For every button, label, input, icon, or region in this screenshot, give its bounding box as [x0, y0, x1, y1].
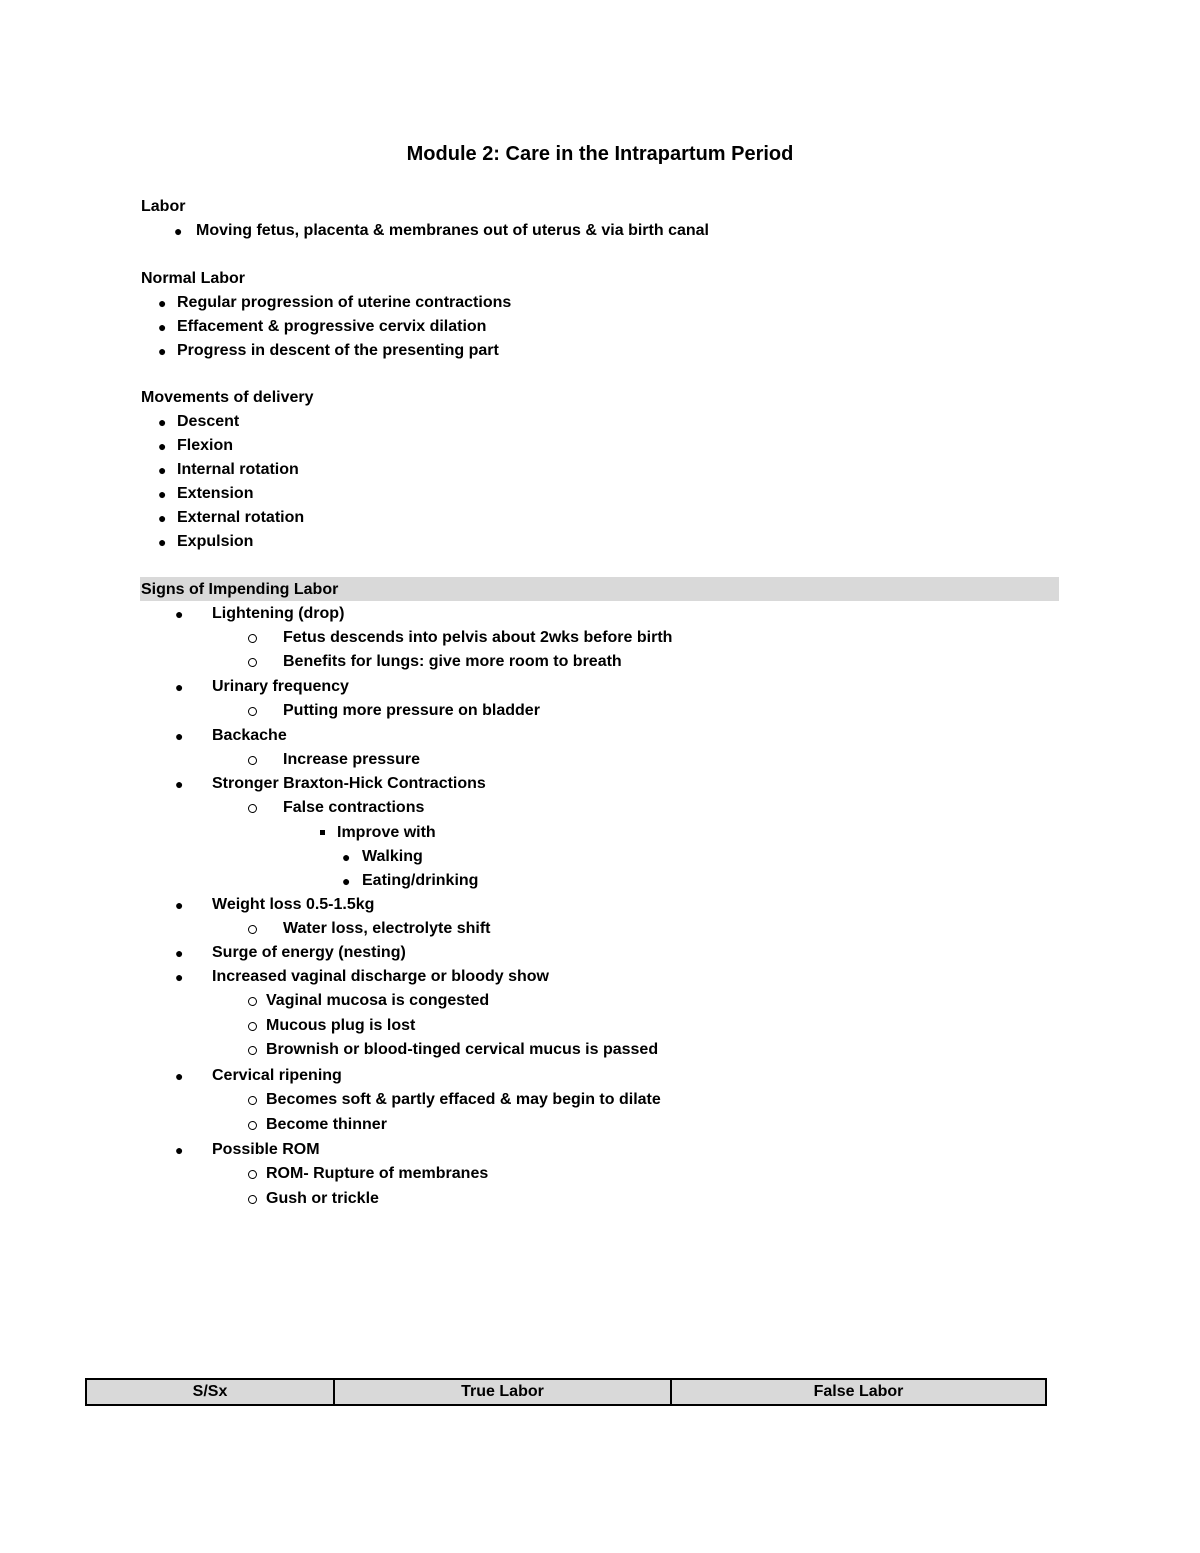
list-item: Eating/drinking	[362, 872, 479, 889]
list-item: Backache	[212, 727, 287, 744]
circle-bullet-icon	[248, 804, 257, 813]
list-item: Descent	[177, 413, 240, 430]
list-item: Brownish or blood-tinged cervical mucus is passed	[266, 1041, 659, 1058]
circle-bullet-icon	[248, 1046, 257, 1055]
list-item: ROM- Rupture of membranes	[266, 1165, 489, 1182]
list-item: Fetus descends into pelvis about 2wks before birth	[283, 629, 673, 646]
bullet-icon: ●	[175, 945, 184, 961]
list-item: Increased vaginal discharge or bloody show	[212, 968, 549, 985]
bullet-icon: ●	[175, 1068, 184, 1084]
bullet-icon: ●	[175, 969, 184, 985]
section-heading-movements: Movements of delivery	[141, 389, 314, 406]
bullet-icon: ●	[158, 534, 167, 550]
bullet-icon: ●	[158, 295, 167, 311]
list-item: Vaginal mucosa is congested	[266, 992, 490, 1009]
circle-bullet-icon	[248, 997, 257, 1006]
list-item: Become thinner	[266, 1116, 387, 1133]
section-heading-normal-labor: Normal Labor	[141, 270, 246, 287]
circle-bullet-icon	[248, 1096, 257, 1105]
bullet-icon: ●	[158, 343, 167, 359]
bullet-icon: ●	[158, 486, 167, 502]
bullet-icon: ●	[175, 606, 184, 622]
list-item: Increase pressure	[283, 751, 420, 768]
table-header-false-labor: False Labor	[671, 1379, 1046, 1405]
circle-bullet-icon	[248, 1121, 257, 1130]
list-item: Possible ROM	[212, 1141, 320, 1158]
section-heading-labor: Labor	[141, 198, 186, 215]
list-item: Lightening (drop)	[212, 605, 345, 622]
bullet-icon: ●	[175, 776, 184, 792]
bullet-icon: ●	[175, 1142, 184, 1158]
circle-bullet-icon	[248, 634, 257, 643]
bullet-icon: ●	[174, 223, 183, 239]
list-item: Putting more pressure on bladder	[283, 702, 540, 719]
circle-bullet-icon	[248, 1022, 257, 1031]
circle-bullet-icon	[248, 658, 257, 667]
list-item: Stronger Braxton-Hick Contractions	[212, 775, 486, 792]
circle-bullet-icon	[248, 756, 257, 765]
bullet-icon: ●	[175, 728, 184, 744]
bullet-icon: ●	[158, 414, 167, 430]
list-item: Becomes soft & partly effaced & may begin to dilate	[266, 1091, 661, 1108]
list-item: Expulsion	[177, 533, 254, 550]
comparison-table	[85, 1378, 1047, 1406]
bullet-icon: ●	[158, 462, 167, 478]
list-item: Progress in descent of the presenting part	[177, 342, 499, 359]
table-header-true-labor: True Labor	[334, 1379, 671, 1405]
list-item: Internal rotation	[177, 461, 299, 478]
circle-bullet-icon	[248, 925, 257, 934]
list-item: Extension	[177, 485, 254, 502]
list-item: Mucous plug is lost	[266, 1017, 416, 1034]
list-item: False contractions	[283, 799, 425, 816]
page-title: Module 2: Care in the Intrapartum Period	[406, 143, 794, 165]
table-header-row	[86, 1379, 1046, 1405]
circle-bullet-icon	[248, 1170, 257, 1179]
list-item: Urinary frequency	[212, 678, 349, 695]
list-item: Weight loss 0.5-1.5kg	[212, 896, 375, 913]
list-item: Regular progression of uterine contractions	[177, 294, 512, 311]
circle-bullet-icon	[248, 1195, 257, 1204]
table-header-ssx: S/Sx	[86, 1379, 334, 1405]
list-item: Improve with	[337, 824, 436, 841]
list-item: Walking	[362, 848, 423, 865]
bullet-icon: ●	[342, 873, 351, 889]
list-item: Moving fetus, placenta & membranes out of uterus & via birth canal	[196, 222, 709, 239]
bullet-icon: ●	[175, 897, 184, 913]
list-item: Effacement & progressive cervix dilation	[177, 318, 487, 335]
list-item: External rotation	[177, 509, 305, 526]
circle-bullet-icon	[248, 707, 257, 716]
bullet-icon: ●	[158, 510, 167, 526]
list-item: Surge of energy (nesting)	[212, 944, 406, 961]
section-heading-signs: Signs of Impending Labor	[141, 581, 339, 598]
list-item: Water loss, electrolyte shift	[283, 920, 491, 937]
list-item: Cervical ripening	[212, 1067, 342, 1084]
bullet-icon: ●	[158, 438, 167, 454]
bullet-icon: ●	[158, 319, 167, 335]
list-item: Flexion	[177, 437, 234, 454]
list-item: Gush or trickle	[266, 1190, 379, 1207]
bullet-icon: ●	[342, 849, 351, 865]
square-bullet-icon	[320, 830, 325, 835]
list-item: Benefits for lungs: give more room to breath	[283, 653, 622, 670]
bullet-icon: ●	[175, 679, 184, 695]
